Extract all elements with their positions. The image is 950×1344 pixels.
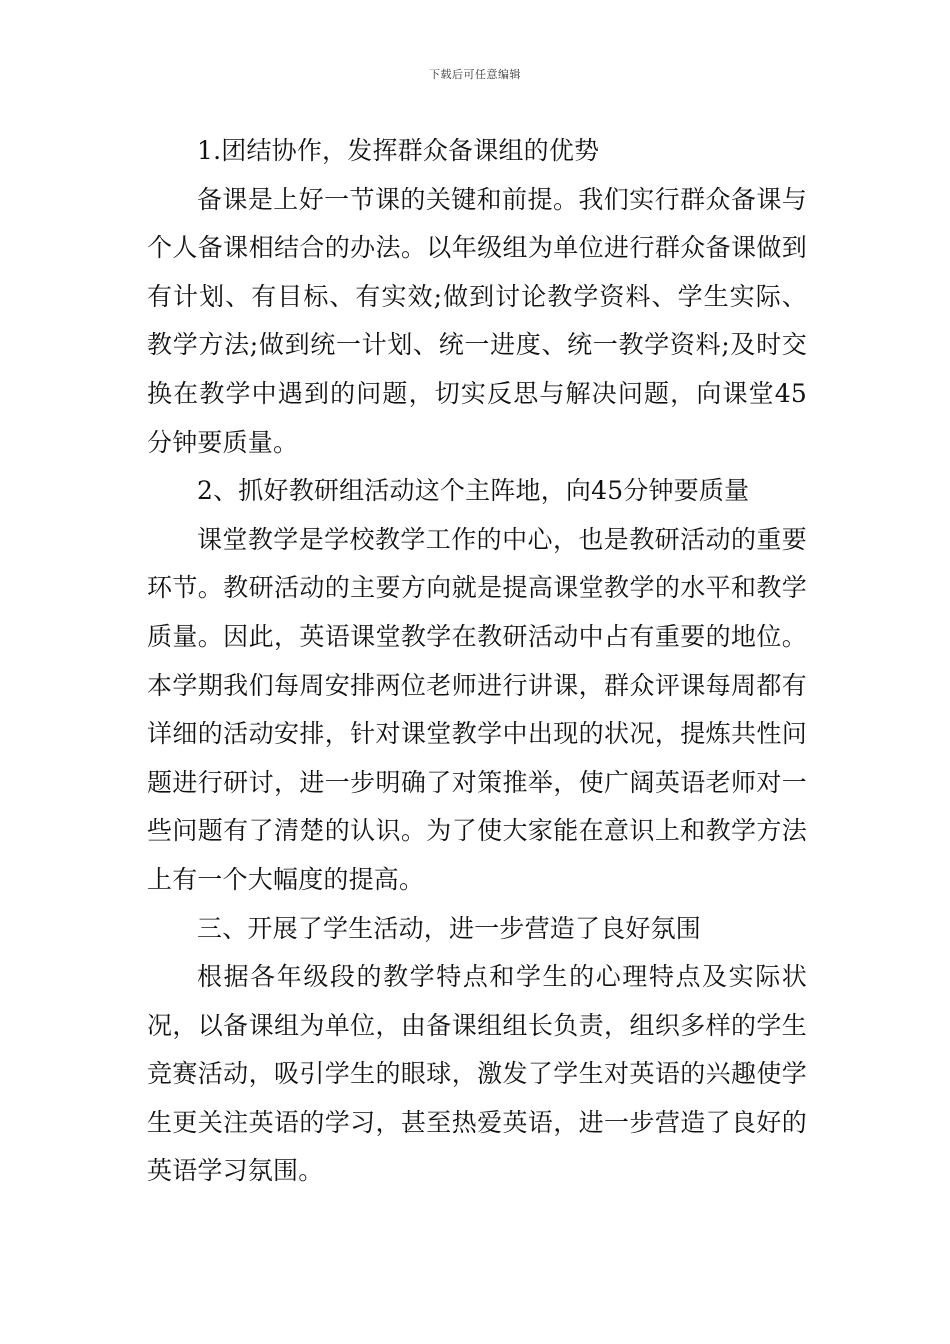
section-heading: 三、开展了学生活动，进一步营造了良好氛围 — [197, 913, 702, 943]
body-paragraph: 根据各年级段的教学特点和学生的心理特点及实际状况，以备课组为单位，由备课组组长负责，组织多样的学生竞赛活动，吸引学生的眼球，激发了学生对英语的兴趣使学生更关注英语的学习，甚至热爱英语，进一步营造了良好的英语学习氛围。 — [147, 962, 807, 1186]
body-paragraph: 备课是上好一节课的关键和前提。我们实行群众备课与个人备课相结合的办法。以年级组为单位进行群众备课做到有计划、有目标、有实效;做到讨论教学资料、学生实际、教学方法;做到统一计划、统一进度、统一教学资料;及时交换在教学中遇到的问题，切实反思与解决问题，向课堂45分钟要质量。 — [147, 184, 807, 457]
page-header: 下载后可任意编辑 — [429, 68, 521, 81]
section-heading: 1.团结协作，发挥群众备课组的优势 — [197, 136, 600, 165]
document-body — [147, 127, 807, 1196]
body-paragraph: 课堂教学是学校教学工作的中心，也是教研活动的重要环节。教研活动的主要方向就是提高课堂教学的水平和教学质量。因此，英语课堂教学在教研活动中占有重要的地位。本学期我们每周安排两位老师进行讲课，群众评课每周都有详细的活动安排，针对课堂教学中出现的状况，提炼共性问题进行研讨，进一步明确了对策推举，使广阔英语老师对一些问题有了清楚的认识。为了使大家能在意识上和教学方法上有一个大幅度的提高。 — [147, 524, 807, 894]
section-heading: 2、抓好教研组活动这个主阵地，向45分钟要质量 — [197, 476, 750, 506]
